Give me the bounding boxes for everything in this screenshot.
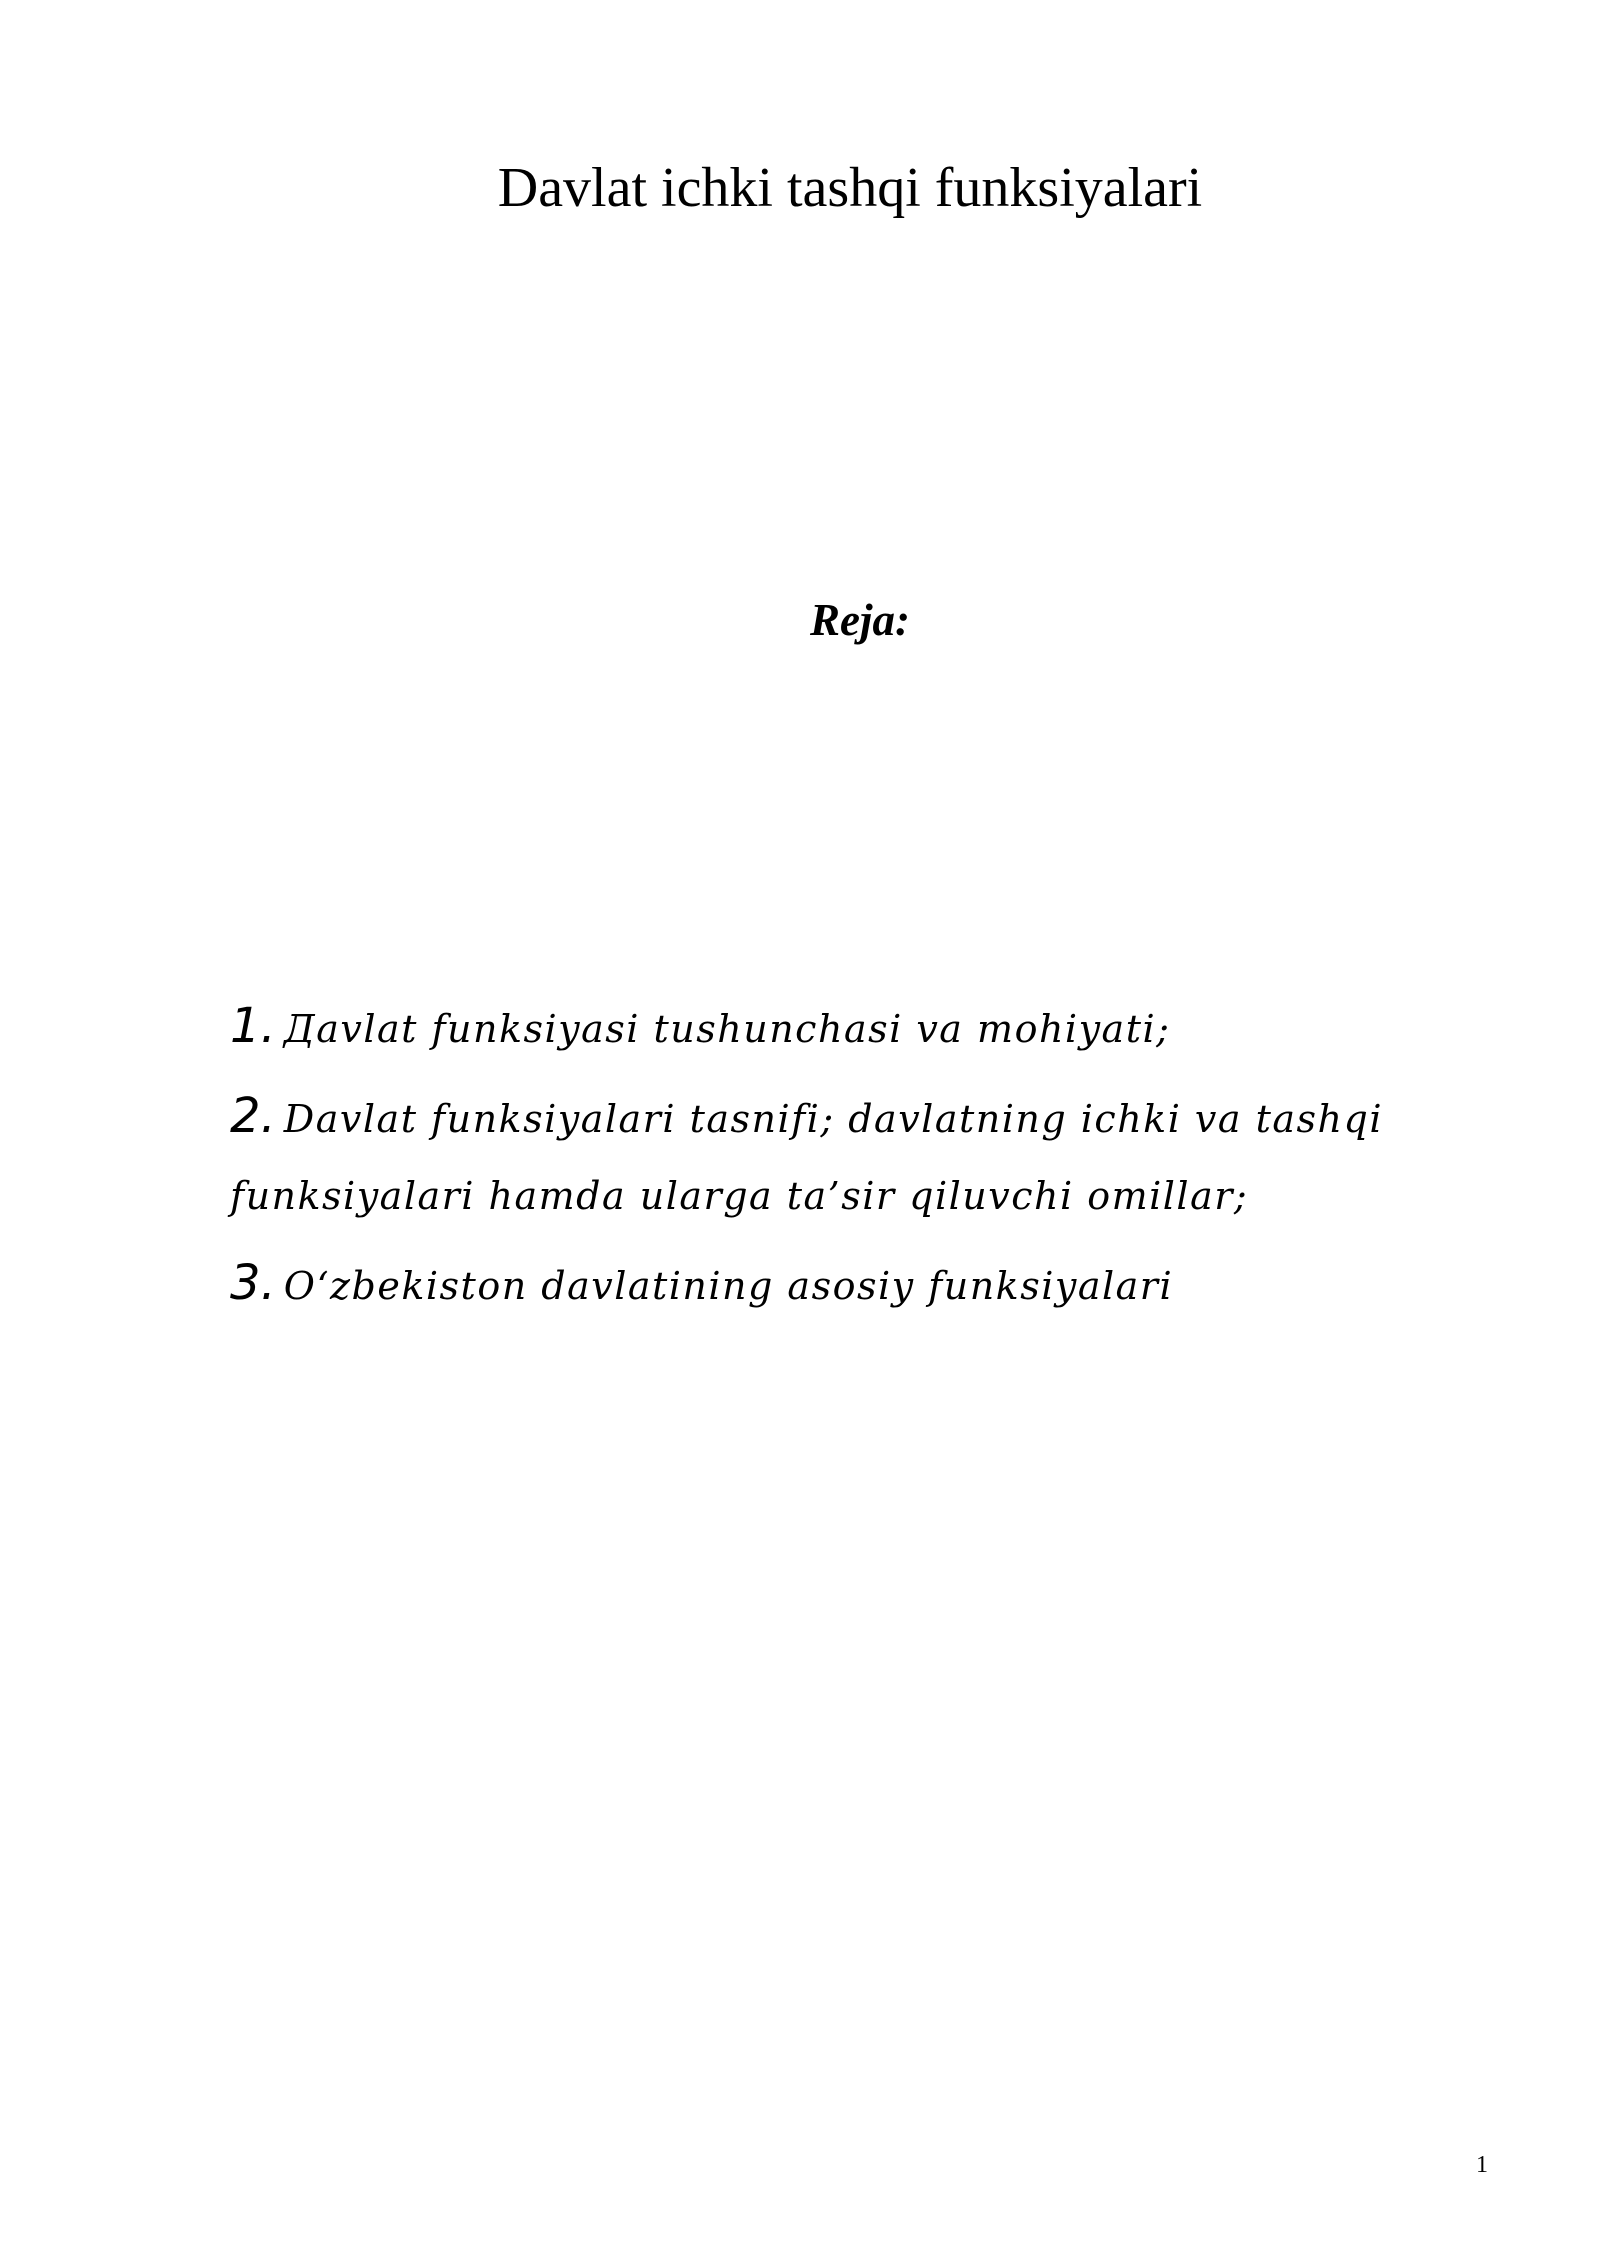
plan-item-text: Davlat funksiyalari tasnifi; davlatning ichki va tashqi funksiyalari hamda ularga ta’sir qiluvchi omillar; <box>230 1097 1384 1218</box>
plan-item-number: 1. <box>230 998 276 1054</box>
plan-item-number: 3. <box>230 1255 276 1311</box>
plan-item-1 <box>230 988 1430 1068</box>
plan-item-text: O‘zbekiston davlatining asosiy funksiyalari <box>283 1264 1174 1308</box>
plan-heading: Reja: <box>810 595 910 645</box>
plan-item-text: Дavlat funksiyasi tushunchasi va mohiyati; <box>283 1007 1171 1051</box>
plan-list <box>230 988 1430 1335</box>
document-title: Davlat ichki tashqi funksiyalari <box>497 157 1203 219</box>
plan-item-2 <box>230 1078 1430 1235</box>
plan-item-number: 2. <box>230 1088 276 1144</box>
plan-item-3 <box>230 1245 1430 1325</box>
page-number: 1 <box>1476 2152 1488 2178</box>
